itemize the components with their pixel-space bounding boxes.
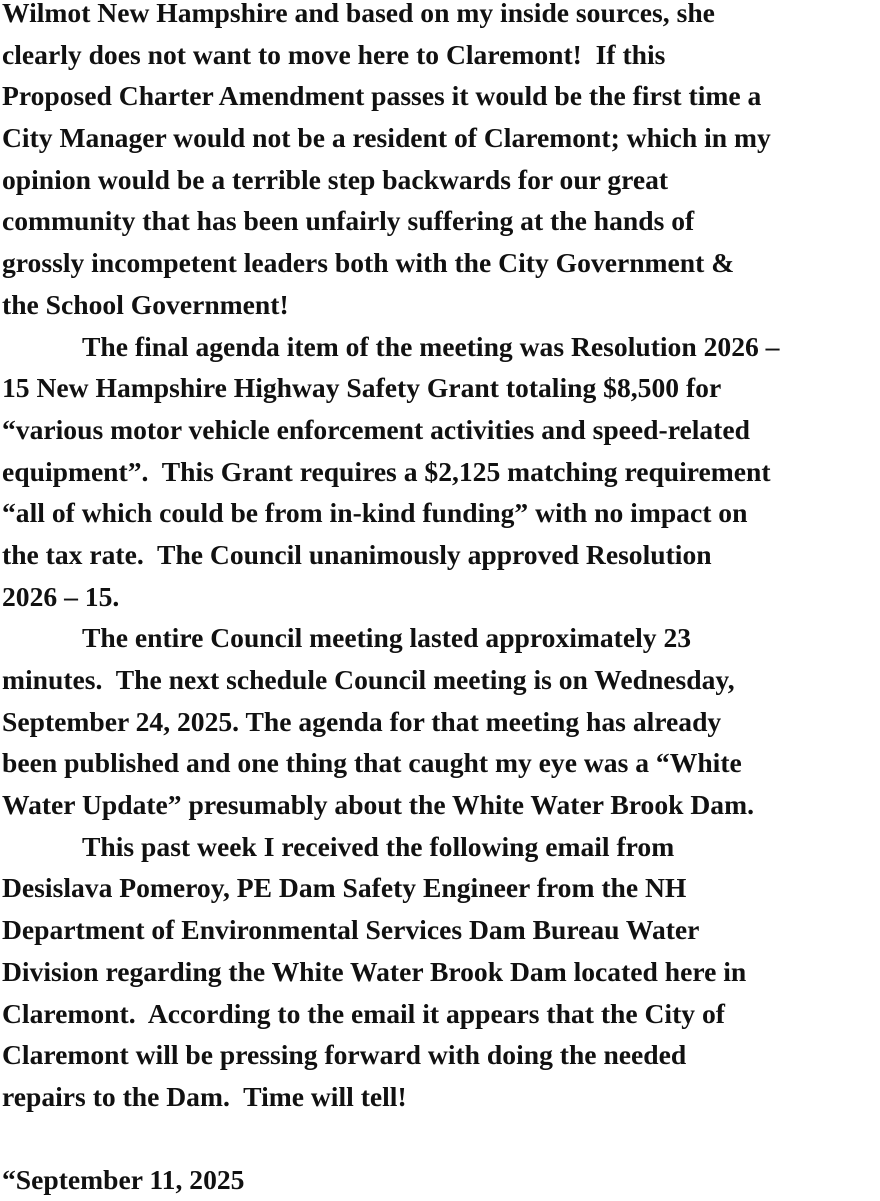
text-line: September 24, 2025. The agenda for that meeting has already [2, 705, 722, 737]
text-line: clearly does not want to move here to Claremont! If this [2, 38, 666, 70]
quote-date-line: “September 11, 2025 [2, 1164, 245, 1196]
text-line: been published and one thing that caught my eye was a “White [2, 747, 742, 779]
text-line: Proposed Charter Amendment passes it would be the first time a [2, 80, 762, 112]
paragraph-continuation [2, 0, 880, 326]
text-line: City Manager would not be a resident of Claremont; which in my [2, 122, 771, 154]
text-line: Claremont will be pressing forward with doing the needed [2, 1039, 687, 1071]
text-line: The final agenda item of the meeting was Resolution 2026 – [82, 330, 780, 362]
text-line: “all of which could be from in-kind funding” with no impact on [2, 497, 748, 529]
text-line: the School Government! [2, 288, 289, 320]
text-line: Claremont. According to the email it appears that the City of [2, 997, 725, 1029]
text-line: minutes. The next schedule Council meeting is on Wednesday, [2, 664, 735, 695]
text-line: 15 New Hampshire Highway Safety Grant totaling $8,500 for [2, 372, 722, 404]
text-line: equipment”. This Grant requires a $2,125 matching requirement [2, 455, 771, 487]
text-line: This past week I received the following email from [82, 830, 675, 862]
text-line: The entire Council meeting lasted approximately 23 [82, 622, 692, 654]
text-line: Wilmot New Hampshire and based on my inside sources, she [2, 0, 715, 28]
paragraph-email [2, 826, 880, 1118]
text-line: “various motor vehicle enforcement activities and speed-related [2, 413, 750, 445]
text-line: the tax rate. The Council unanimously approved Resolution [2, 538, 712, 570]
text-line: Division regarding the White Water Brook Dam located here in [2, 955, 747, 987]
text-line: opinion would be a terrible step backwards for our great [2, 163, 669, 195]
text-line: 2026 – 15. [2, 580, 120, 612]
text-line: repairs to the Dam. Time will tell! [2, 1080, 407, 1112]
text-line: Water Update” presumably about the White Water Brook Dam. [2, 789, 754, 821]
paragraph-resolution [2, 326, 880, 618]
text-line: grossly incompetent leaders both with the City Government & [2, 247, 735, 279]
text-line: Desislava Pomeroy, PE Dam Safety Engineer from the NH [2, 872, 687, 904]
text-line: Department of Environmental Services Dam Bureau Water [2, 914, 700, 946]
paragraph-gap [2, 1118, 880, 1160]
text-line: community that has been unfairly suffering at the hands of [2, 205, 695, 237]
paragraph-meeting [2, 617, 880, 825]
